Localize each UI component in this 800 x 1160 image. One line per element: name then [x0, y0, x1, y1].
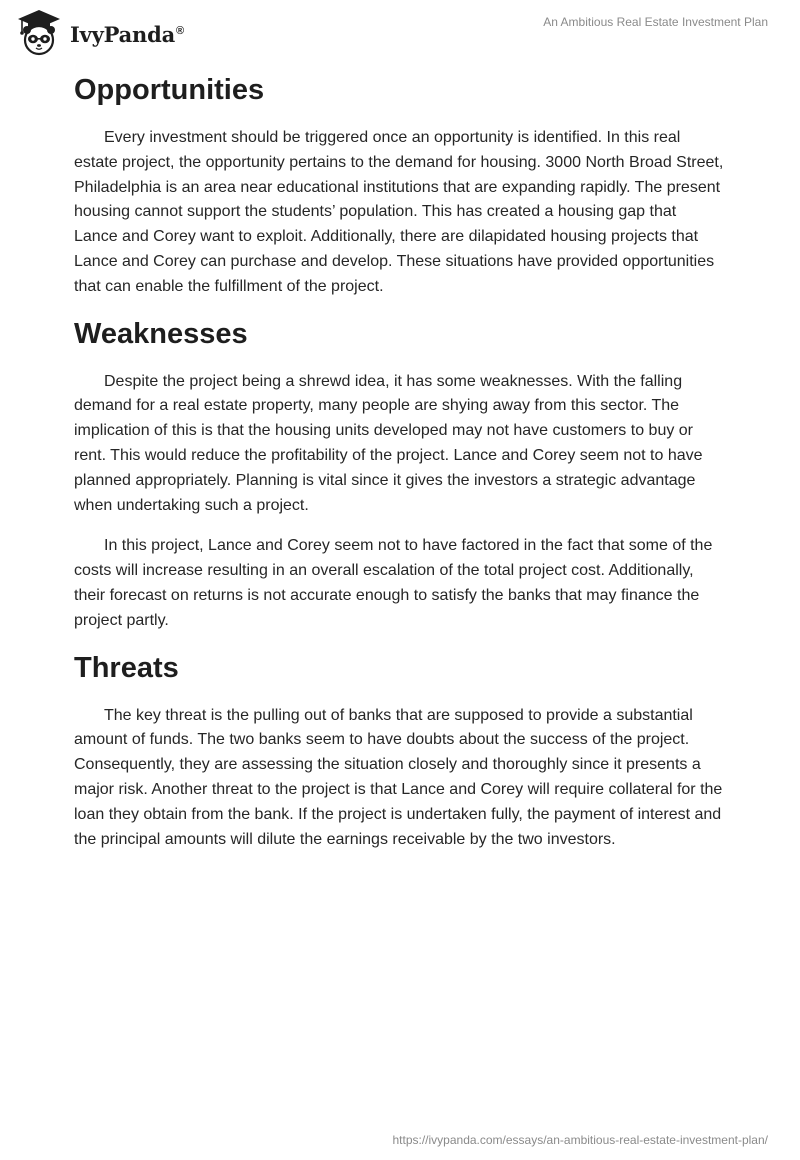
section-heading: Opportunities — [74, 74, 265, 106]
source-url-link[interactable]: https://ivypanda.com/essays/an-ambitious-real-estate-investment-plan/ — [392, 1133, 768, 1147]
section-weaknesses — [74, 316, 724, 634]
section-heading: Threats — [74, 651, 179, 684]
section-threats — [74, 650, 724, 853]
paragraph: Every investment should be triggered once an opportunity is identified. In this real estate project, the opportunity pertains to the demand for housing. 3000 North Broad Street, Philadelphia is an area near educational institutions that are expanding rapidly. The present housing cannot support the students’ population. This has created a housing gap that Lance and Corey want to exploit. Additionally, there are dilapidated housing projects that Lance and Corey can purchase and develop. These situations have provided opportunities that can enable the fulfillment of the project. — [74, 129, 724, 295]
ivypanda-logo[interactable] — [14, 8, 184, 56]
paragraph: Despite the project being a shrewd idea, it has some weaknesses. With the falling demand for a real estate property, many people are shying away from this sector. The implication of this is that the housing units developed may not have customers to buy or rent. This would reduce the profitability of the project. Lance and Corey seem not to have planned appropriately. Planning is vital since it gives the investors a strategic advantage when undertaking such a project. — [74, 372, 703, 514]
essay-content — [74, 72, 724, 868]
document-title: An Ambitious Real Estate Investment Plan — [543, 15, 768, 29]
section-opportunities — [74, 72, 724, 300]
paragraph: In this project, Lance and Corey seem not to have factored in the fact that some of the costs will increase resulting in an overall escalation of the total project cost. Additionally, their forecast on returns is not accurate enough to satisfy the banks that may finance the project partly. — [74, 537, 713, 629]
section-heading: Weaknesses — [74, 317, 248, 350]
panda-graduate-icon — [14, 8, 64, 56]
registered-mark: ® — [176, 24, 184, 37]
brand-name: IvyPanda® — [70, 21, 184, 47]
paragraph: The key threat is the pulling out of banks that are supposed to provide a substantial amount of funds. The two banks seem to have doubts about the success of the project. Consequently, they are assessing the situation closely and thoroughly since it presents a major risk. Another threat to the project is that Lance and Corey will require collateral for the loan they obtain from the bank. If the project is undertaken fully, the payment of interest and the principal amounts will dilute the earnings receivable by the two investors. — [74, 706, 723, 848]
page-header — [0, 0, 800, 60]
